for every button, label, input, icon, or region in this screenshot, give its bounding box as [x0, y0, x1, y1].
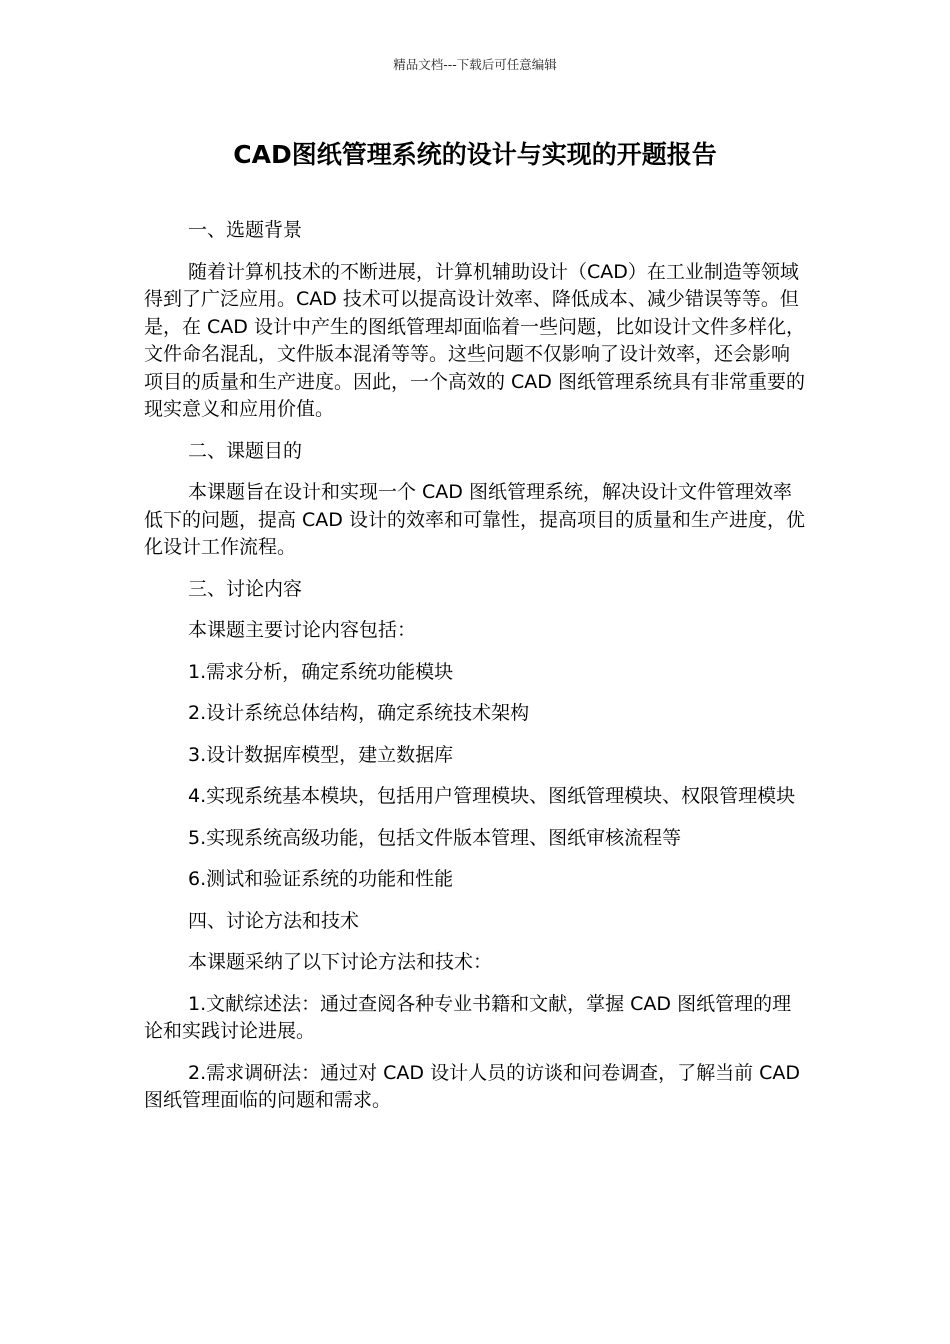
list-item-method-2: 2.需求调研法：通过对 CAD 设计人员的访谈和问卷调查，了解当前 CAD 图纸管理面临的问题和需求。	[144, 1061, 801, 1111]
paragraph-content-intro: 本课题主要讨论内容包括：	[188, 619, 417, 641]
paragraph-purpose: 本课题旨在设计和实现一个 CAD 图纸管理系统，解决设计文件管理效率低下的问题，提高 CAD 设计的效率和可靠性，提高项目的质量和生产进度，优化设计工作流程。	[144, 481, 805, 558]
section-heading-background: 一、选题背景	[188, 219, 303, 241]
list-item-content-6: 6.测试和验证系统的功能和性能	[188, 868, 454, 890]
list-item-content-3: 3.设计数据库模型，建立数据库	[188, 743, 454, 766]
list-item-content-1: 1.需求分析，确定系统功能模块	[188, 660, 454, 683]
paragraph-background: 随着计算机技术的不断进展，计算机辅助设计（CAD）在工业制造等领域得到了广泛应用。CAD 技术可以提高设计效率、降低成本、减少错误等等。但是，在 CAD 设计中产生的图纸管理却面临着一些问题，比如设计文件多样化，文件命名混乱，文件版本混淆等等。这些问题不仅影响了设计效率，还会影响项目的质量和生产进度。因此，一个高效的 CAD 图纸管理系统具有非常重要的现实意义和应用价值。	[144, 260, 805, 420]
section-heading-methods: 四、讨论方法和技术	[188, 909, 360, 932]
list-item-method-1: 1.文献综述法：通过查阅各种专业书籍和文献，掌握 CAD 图纸管理的理论和实践讨论进展。	[144, 992, 792, 1042]
section-heading-purpose: 二、课题目的	[188, 439, 303, 462]
document-body	[144, 217, 806, 1129]
list-item-content-4: 4.实现系统基本模块，包括用户管理模块、图纸管理模块、权限管理模块	[188, 785, 796, 807]
section-heading-content: 三、讨论内容	[188, 577, 303, 600]
header-note: 精品文档---下载后可任意编辑	[393, 57, 557, 72]
document-title: CAD图纸管理系统的设计与实现的开题报告	[233, 140, 717, 169]
list-item-content-5: 5.实现系统高级功能，包括文件版本管理、图纸审核流程等	[188, 826, 682, 849]
paragraph-methods-intro: 本课题采纳了以下讨论方法和技术：	[188, 951, 493, 973]
list-item-content-2: 2.设计系统总体结构，确定系统技术架构	[188, 702, 530, 724]
